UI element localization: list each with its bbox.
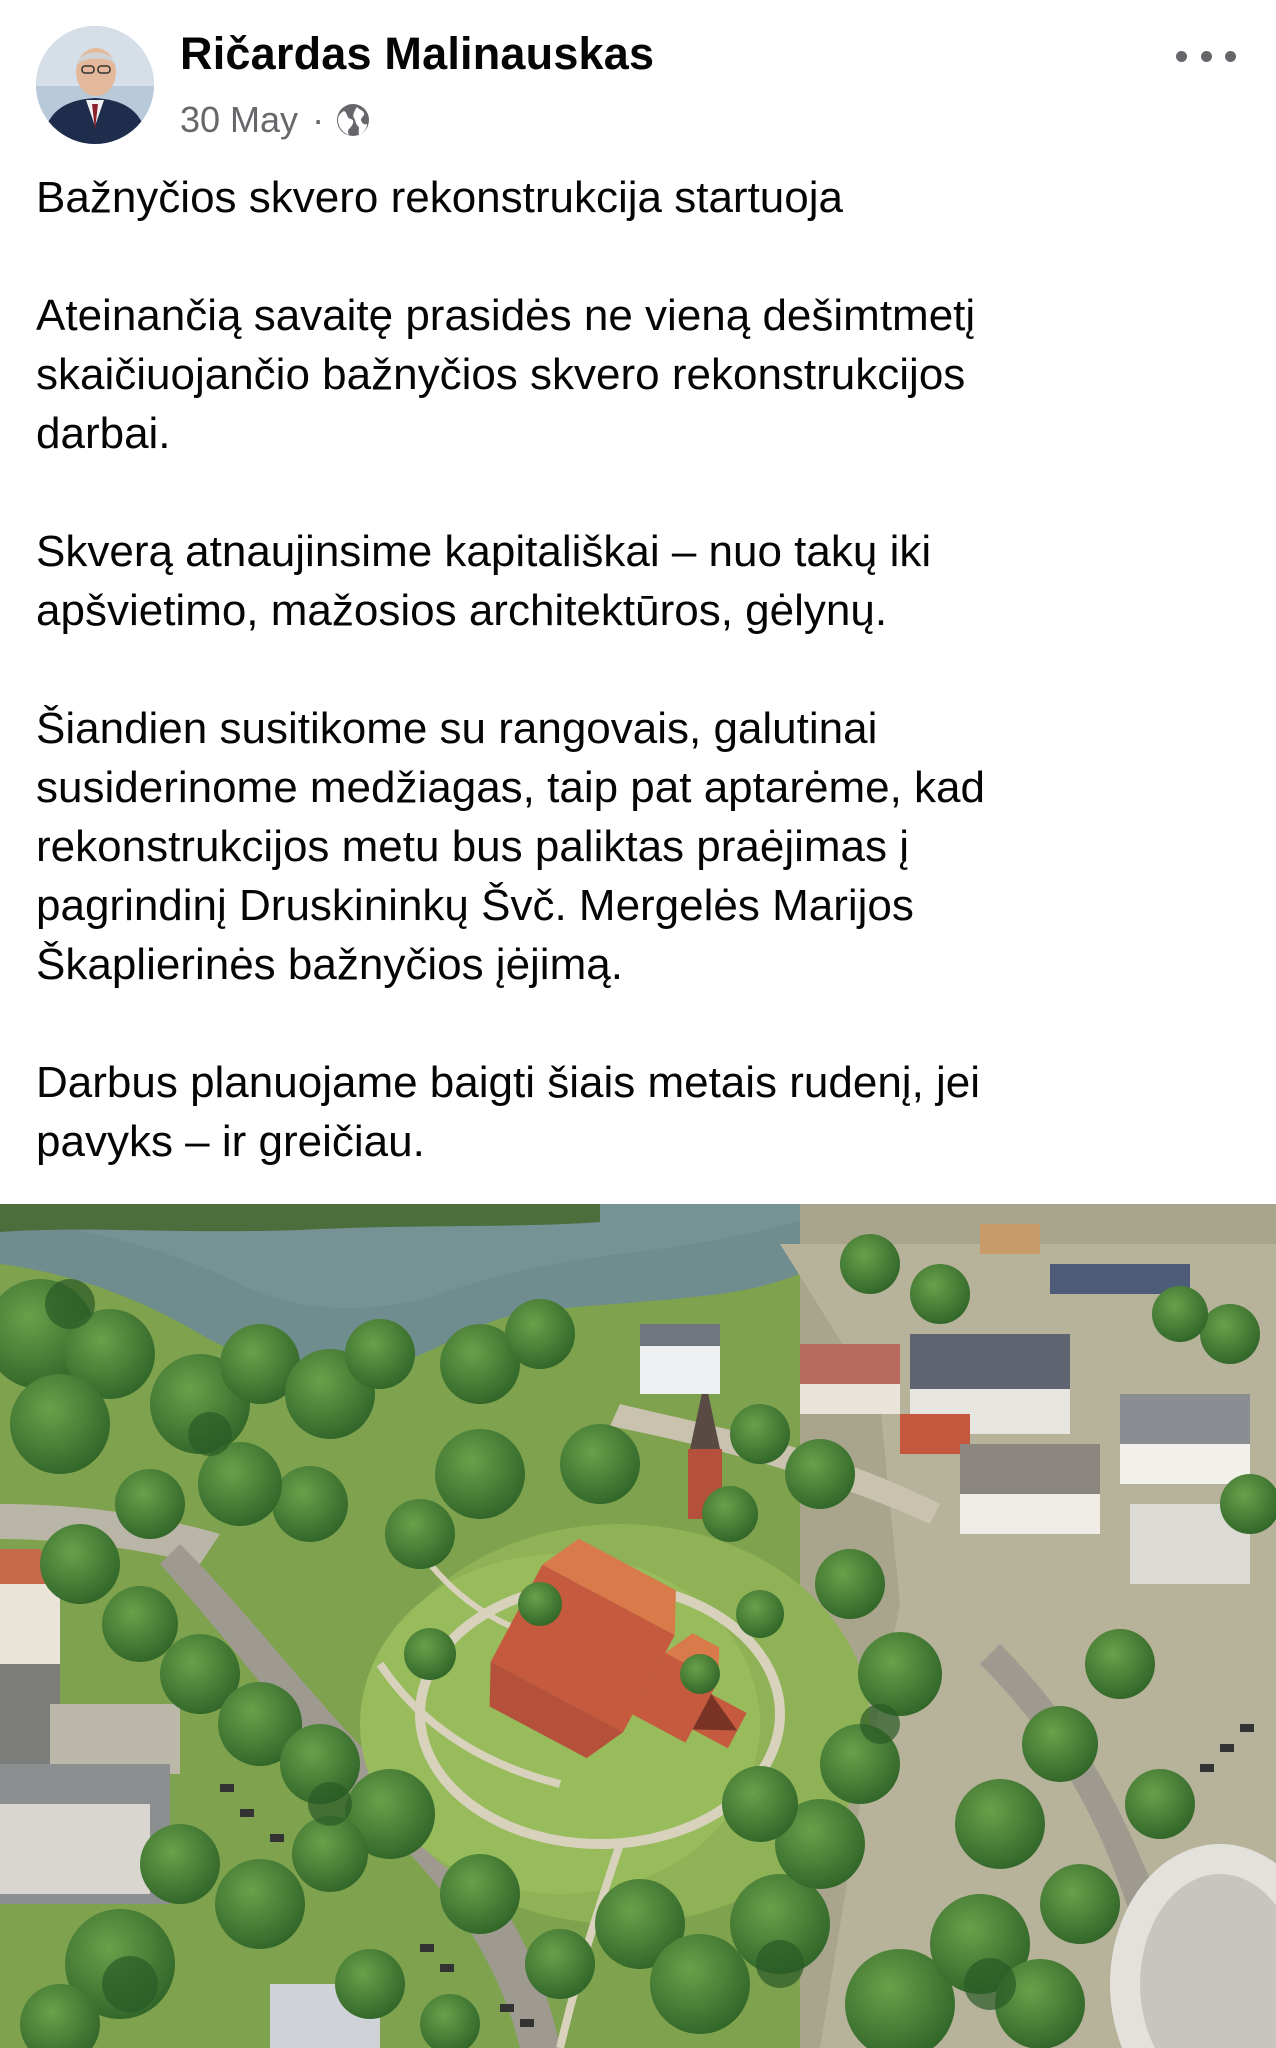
text-line: pagrindinį Druskininkų Švč. Mergelės Marijos [36, 881, 914, 930]
paragraph-title [36, 168, 1246, 227]
author-avatar[interactable] [36, 26, 154, 144]
text-line: Darbus planuojame baigti šiais metais rudenį, jei [36, 1058, 981, 1107]
paragraph [36, 286, 1246, 463]
paragraph [36, 1053, 1246, 1171]
post-text [36, 168, 1246, 1171]
text-line: apšvietimo, mažosios architektūros, gėlynų. [36, 586, 888, 635]
text-line: Škaplierinės bažnyčios įėjimą. [36, 940, 623, 989]
text-line: skaičiuojančio bažnyčios skvero rekonstrukcijos [36, 350, 966, 399]
more-options-icon[interactable] [1176, 36, 1236, 76]
more-dot [1225, 51, 1236, 62]
paragraph [36, 522, 1246, 640]
meta-separator: · [312, 99, 325, 140]
post-photo[interactable] [0, 1204, 1276, 2048]
more-dot [1201, 51, 1212, 62]
text-line: Šiandien susitikome su rangovais, galutinai [36, 704, 878, 753]
text-line: Bažnyčios skvero rekonstrukcija startuoja [36, 173, 843, 222]
text-line: pavyks – ir greičiau. [36, 1117, 425, 1166]
aerial-photo-church-square [0, 1204, 1276, 2048]
text-line: rekonstrukcijos metu bus paliktas praėjimas į [36, 822, 910, 871]
author-name[interactable]: Ričardas Malinauskas [180, 28, 655, 79]
text-line: Ateinančią savaitę prasidės ne vieną dešimtmetį [36, 291, 976, 340]
post-date[interactable]: 30 May [180, 99, 299, 140]
text-line: Skverą atnaujinsime kapitališkai – nuo takų iki [36, 527, 932, 576]
paragraph [36, 699, 1246, 994]
more-dot [1176, 51, 1187, 62]
profile-photo [36, 26, 154, 144]
text-line: darbai. [36, 409, 171, 458]
post-header [0, 0, 1276, 150]
globe-icon [334, 101, 372, 139]
post-meta [180, 96, 372, 144]
text-line: susiderinome medžiagas, taip pat aptarėme, kad [36, 763, 985, 812]
